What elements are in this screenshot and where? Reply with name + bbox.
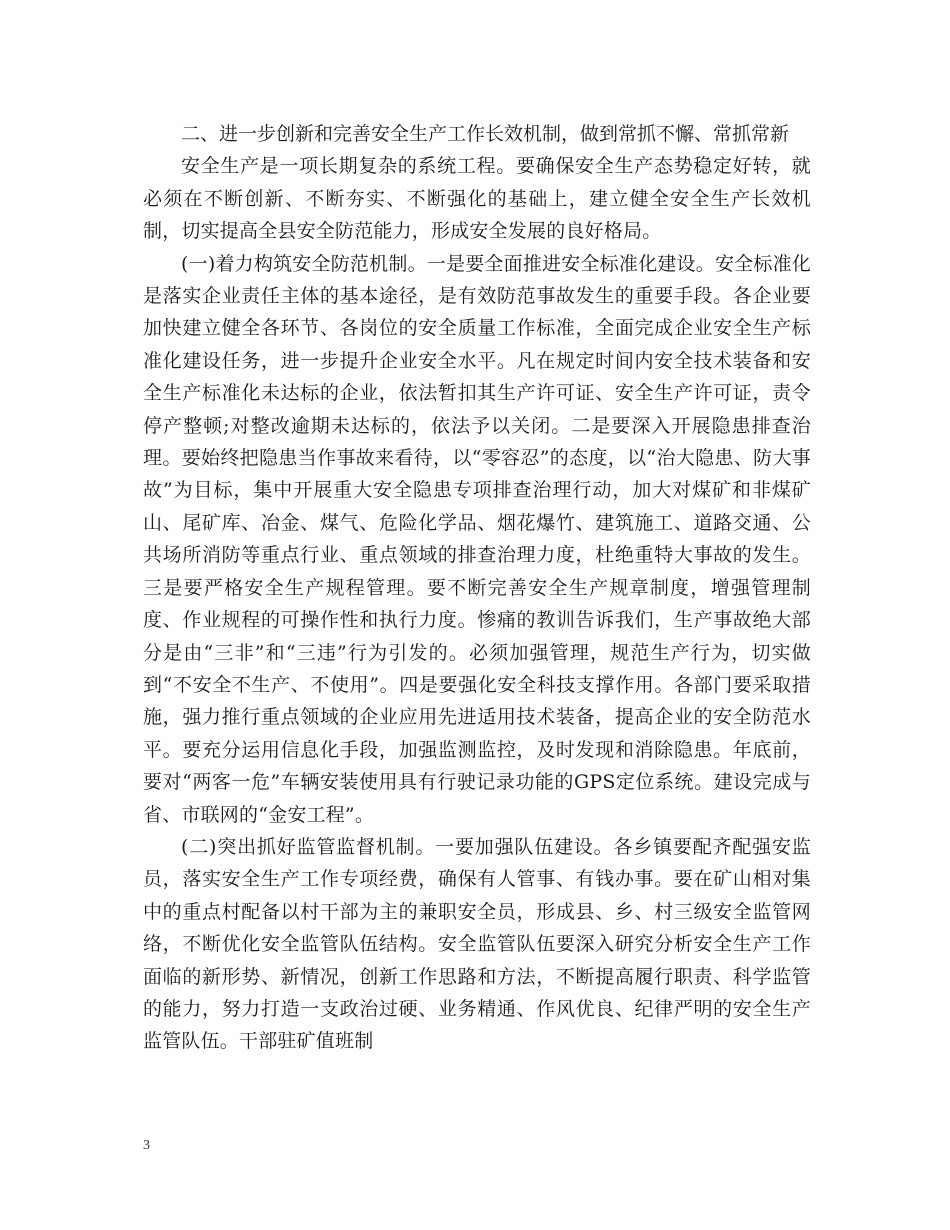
section-heading: 二、进一步创新和完善安全生产工作长效机制，做到常抓不懈、常抓常新 [181,123,790,145]
document-body [143,118,811,1058]
page-number: 3 [143,1138,150,1153]
paragraph-prevention-mechanism: (一)着力构筑安全防范机制。一是要全面推进安全标准化建设。安全标准化是落实企业责任主体的基本途径，是有效防范事故发生的重要手段。各企业要加快建立健全各环节、各岗位的安全质量工作标准，全面完成企业安全生产标准化建设任务，进一步提升企业安全水平。凡在规定时间内安全技术装备和安全生产标准化未达标的企业，依法暂扣其生产许可证、安全生产许可证，责令停产整顿;对整改逾期未达标的，依法予以关闭。二是要深入开展隐患排查治理。要始终把隐患当作事故来看待，以“零容忍”的态度，以“治大隐患、防大事故”为目标，集中开展重大安全隐患专项排查治理行动，加大对煤矿和非煤矿山、尾矿库、冶金、煤气、危险化学品、烟花爆竹、建筑施工、道路交通、公共场所消防等重点行业、重点领域的排查治理力度，杜绝重特大事故的发生。三是要严格安全生产规程管理。要不断完善安全生产规章制度，增强管理制度、作业规程的可操作性和执行力度。惨痛的教训告诉我们，生产事故绝大部分是由“三非”和“三违”行为引发的。必须加强管理，规范生产行为，切实做到“不安全不生产、不使用”。四是要强化安全科技支撑作用。各部门要采取措施，强力推行重点领域的企业应用先进适用技术装备，提高企业的安全防范水平。要充分运用信息化手段，加强监测监控，及时发现和消除隐患。年底前，要对“两客一危”车辆安装使用具有行驶记录功能的GPS定位系统。建设完成与省、市联网的“金安工程”。 [143,252,811,826]
paragraph-intro: 安全生产是一项长期复杂的系统工程。要确保安全生产态势稳定好转，就必须在不断创新、不断夯实、不断强化的基础上，建立健全安全生产长效机制，切实提高全县安全防范能力，形成安全发展的良好格局。 [143,155,811,243]
paragraph-supervision-mechanism: (二)突出抓好监管监督机制。一要加强队伍建设。各乡镇要配齐配强安监员，落实安全生产工作专项经费，确保有人管事、有钱办事。要在矿山相对集中的重点村配备以村干部为主的兼职安全员，形成县、乡、村三级安全监管网络，不断优化安全监管队伍结构。安全监管队伍要深入研究分析安全生产工作面临的新形势、新情况，创新工作思路和方法，不断提高履行职责、科学监管的能力，努力打造一支政治过硬、业务精通、作风优良、纪律严明的安全生产监管队伍。干部驻矿值班制 [143,835,811,1053]
